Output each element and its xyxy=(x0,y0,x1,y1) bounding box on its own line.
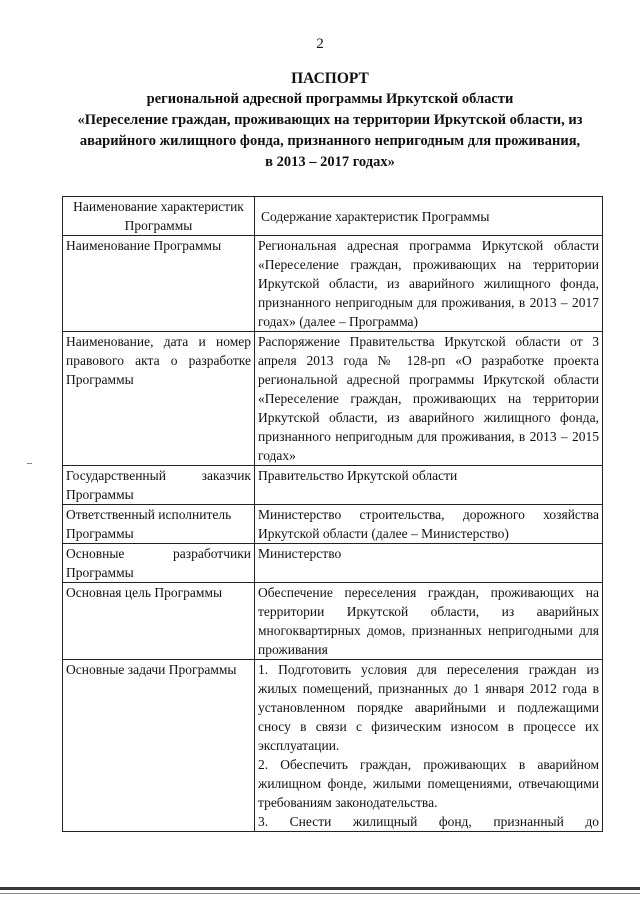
task-item-1: 1. Подготовить условия для переселения граждан из жилых помещений, признанных до 1 января 2012 года в установленном порядке аварийными и подлежащими сносу в связи с физическим износом в процессе их эксплуатации. xyxy=(258,662,599,753)
passport-table xyxy=(62,196,603,832)
heading-line-1: региональной адресной программы Иркутской области xyxy=(146,91,514,107)
margin-mark xyxy=(27,463,32,464)
task-item-3: 3. Снести жилищный фонд, признанный до xyxy=(258,814,599,829)
row-label: Государственный заказчик Программы xyxy=(63,466,255,505)
row-content: Министерство xyxy=(255,544,603,583)
row-label: Наименование Программы xyxy=(63,236,255,332)
row-content: Обеспечение переселения граждан, проживающих на территории Иркутской области, из аварийных многоквартирных домов, признанных непригодными для проживания xyxy=(255,583,603,660)
page-number: 2 xyxy=(316,36,324,52)
table-row xyxy=(63,583,603,660)
row-content xyxy=(255,660,603,832)
header-characteristic-content: Содержание характеристик Программы xyxy=(255,197,603,236)
table-row xyxy=(63,544,603,583)
row-label: Ответственный исполнитель Программы xyxy=(63,505,255,544)
row-label: Основные задачи Программы xyxy=(63,660,255,832)
table-row xyxy=(63,332,603,466)
task-item-2: 2. Обеспечить граждан, проживающих в аварийном жилищном фонде, жилыми помещениями, отвечающими требованиям законодательства. xyxy=(258,757,599,810)
row-label: Основные разработчики Программы xyxy=(63,544,255,583)
table-row xyxy=(63,236,603,332)
scan-edge-line xyxy=(0,887,640,890)
row-label: Наименование, дата и номер правового акта о разработке Программы xyxy=(63,332,255,466)
document-heading xyxy=(60,68,600,173)
document-title: ПАСПОРТ xyxy=(291,70,369,87)
table-row xyxy=(63,505,603,544)
row-content: Министерство строительства, дорожного хозяйства Иркутской области (далее – Министерство) xyxy=(255,505,603,544)
row-content: Правительство Иркутской области xyxy=(255,466,603,505)
row-label: Основная цель Программы xyxy=(63,583,255,660)
heading-line-4: в 2013 – 2017 годах» xyxy=(265,154,395,170)
row-content: Распоряжение Правительства Иркутской области от 3 апреля 2013 года № 128-рп «О разработке проекта региональной адресной программы Иркутской области «Переселение граждан, проживающих на территории Иркутской области, из аварийного жилищного фонда, признанного непригодным для проживания, в 2013 – 2015 годах» xyxy=(255,332,603,466)
row-content: Региональная адресная программа Иркутской области «Переселение граждан, проживающих на территории Иркутской области, из аварийного жилищного фонда, признанного непригодным для проживания, в 2013 – 2017 годах» (далее – Программа) xyxy=(255,236,603,332)
table-row xyxy=(63,660,603,832)
table-header-row xyxy=(63,197,603,236)
heading-line-3: аварийного жилищного фонда, признанного непригодным для проживания, xyxy=(79,133,581,149)
heading-line-2: «Переселение граждан, проживающих на территории Иркутской области, из xyxy=(77,112,583,128)
scan-edge-line-secondary xyxy=(0,893,640,894)
table-row xyxy=(63,466,603,505)
header-characteristic-name: Наименование характеристик Программы xyxy=(63,197,255,236)
